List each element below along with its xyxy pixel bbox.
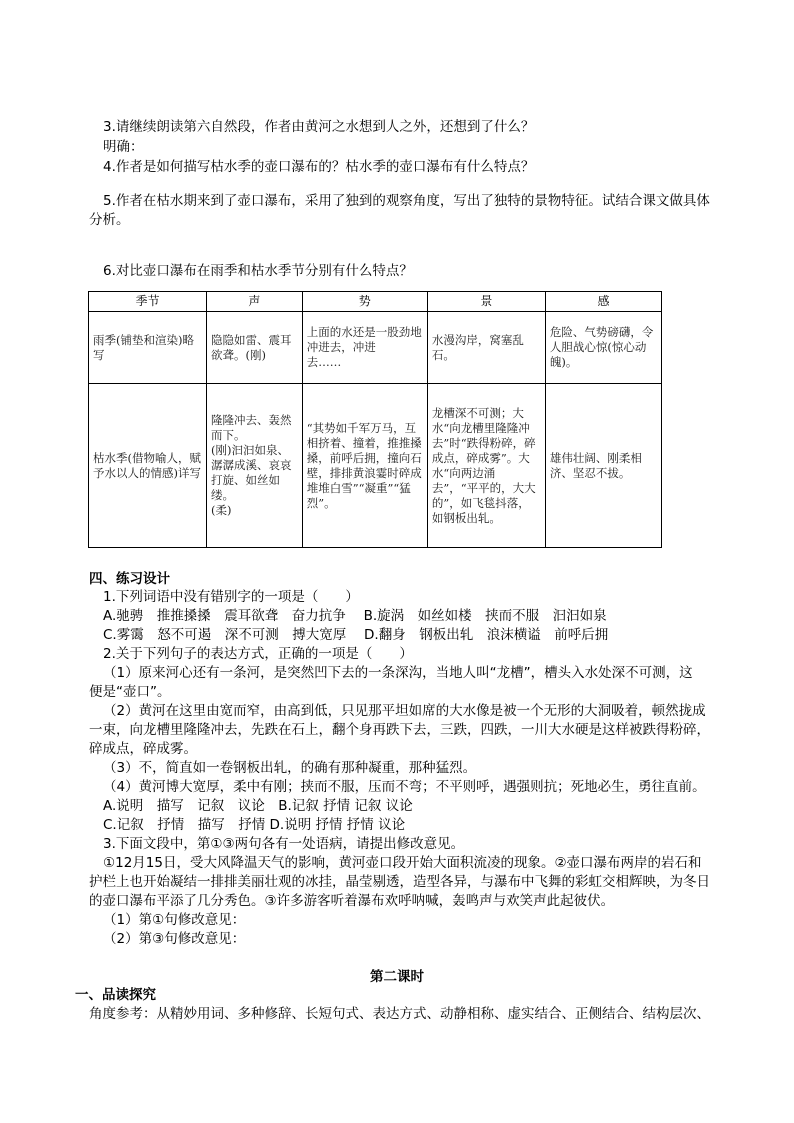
table-row xyxy=(89,384,662,548)
cell-sound: 隆隆冲去、轰然而下。 (刚)汩汩如泉、潺潺成溪、哀哀打旋、如丝如缕。 (柔) xyxy=(207,384,303,548)
table-header-row xyxy=(89,292,662,312)
header-momentum: 势 xyxy=(302,292,427,312)
cell-momentum: “其势如千军万马，互相挤着、撞着，推推搡搡，前呼后拥，撞向石壁，排排黄浪霎时碎成堆堆白雪”“凝重”“猛烈”。 xyxy=(302,384,427,548)
comparison-table xyxy=(88,291,662,548)
question-5-line-1: 5.作者在枯水期来到了壶口瀑布，采用了独到的观察角度，写出了独特的景物特征。试结合课文做具体 xyxy=(103,193,710,209)
practice-heading: 四、练习设计 xyxy=(89,571,170,587)
header-feeling: 感 xyxy=(545,292,661,312)
question-3-answer: 明确： xyxy=(103,139,144,155)
sentence-2-line-3: 碎成点，碎成雾。 xyxy=(89,741,197,757)
paragraph-line-1: ①12月15日，受大风降温天气的影响，黄河壶口段开始大面积流凌的现象。②壶口瀑布两岸的岩石和 xyxy=(103,855,702,871)
practice-q2-options-ab: A.说明 描写 记叙 议论 B.记叙 抒情 记叙 议论 xyxy=(103,798,413,814)
sentence-1-line-2: 便是“壶口”。 xyxy=(89,684,171,700)
question-6: 6.对比壶口瀑布在雨季和枯水季节分别有什么特点？ xyxy=(103,263,413,279)
question-3: 3.请继续朗读第六自然段，作者由黄河之水想到人之外，还想到了什么？ xyxy=(103,119,535,135)
sentence-3: （3）不，简直如一卷钢板出轧，的确有那种凝重，那种猛烈。 xyxy=(103,760,477,776)
cell-scene: 龙槽深不可测；大水“向龙槽里隆隆冲去”时“跌得粉碎，碎成点，碎成雾”。大水“向两边涌去”，“平平的，大大的”，如飞毯抖落，如钢板出轧。 xyxy=(427,384,545,548)
practice-q1: 1.下列词语中没有错别字的一项是（ ） xyxy=(103,589,359,605)
cell-feeling: 危险、气势磅礴，令人胆战心惊(惊心动魄)。 xyxy=(545,312,661,384)
practice-q1-options-cd: C.雾霭 怒不可遏 深不可测 搏大宽厚 D.翻身 钢板出轧 浪沫横谥 前呼后拥 xyxy=(103,627,609,643)
header-season: 季节 xyxy=(89,292,207,312)
sentence-4: （4）黄河博大宽厚，柔中有刚；挟而不服，压而不弯；不平则呼，遇强则抗；死地必生，勇往直前。 xyxy=(103,779,706,795)
lesson-2-title: 第二课时 xyxy=(370,969,424,985)
practice-q1-options-ab: A.驰骋 推推搡搡 震耳欲聋 奋力抗争 B.旋涡 如丝如楼 挟而不服 汩汩如泉 xyxy=(103,608,607,624)
sentence-2-line-2: 一束，向龙槽里隆隆冲去，先跌在石上，翻个身再跌下去，三跌，四跌，一川大水硬是这样被跌得粉碎， xyxy=(89,722,710,738)
table-row xyxy=(89,312,662,384)
lesson-2-heading: 一、品读探究 xyxy=(75,987,156,1003)
sentence-2-line-1: （2）黄河在这里由宽而窄，由高到低，只见那平坦如席的大水像是被一个无形的大洞吸着，顿然拢成 xyxy=(103,703,706,719)
practice-q2: 2.关于下列句子的表达方式，正确的一项是（ ） xyxy=(103,646,413,662)
cell-sound: 隐隐如雷、震耳欲聋。(刚) xyxy=(207,312,303,384)
cell-scene: 水漫沟岸，窝塞乱石。 xyxy=(427,312,545,384)
practice-q2-options-cd: C.记叙 抒情 描写 抒情 D.说明 抒情 抒情 议论 xyxy=(103,817,406,833)
fix-sentence-3: （2）第③句修改意见： xyxy=(103,931,246,947)
question-4: 4.作者是如何描写枯水季的壶口瀑布的？枯水季的壶口瀑布有什么特点？ xyxy=(103,159,535,175)
practice-q3: 3.下面文段中，第①③两句各有一处语病，请提出修改意见。 xyxy=(103,836,465,852)
cell-season: 枯水季(借物喻人，赋予水以人的情感)详写 xyxy=(89,384,207,548)
header-scene: 景 xyxy=(427,292,545,312)
cell-feeling: 雄伟壮阔、刚柔相济、坚忍不拔。 xyxy=(545,384,661,548)
header-sound: 声 xyxy=(207,292,303,312)
fix-sentence-1: （1）第①句修改意见： xyxy=(103,912,246,928)
cell-momentum: 上面的水还是一股劲地冲进去，冲进 去…… xyxy=(302,312,427,384)
paragraph-line-2: 护栏上也开始凝结一排排美丽壮观的冰挂，晶莹剔透，造型各异，与瀑布中飞舞的彩虹交相辉映，为冬日 xyxy=(89,874,710,890)
paragraph-line-3: 的壶口瀑布平添了几分秀色。③许多游客听着瀑布欢呼呐喊，轰鸣声与欢笑声此起彼伏。 xyxy=(89,893,615,909)
sentence-1-line-1: （1）原来河心还有一条河，是突然凹下去的一条深沟，当地人叫“龙槽”，槽头入水处深不可测，这 xyxy=(103,665,693,681)
cell-season: 雨季(铺垫和渲染)略写 xyxy=(89,312,207,384)
question-5-line-2: 分析。 xyxy=(89,212,130,228)
lesson-2-reference: 角度参考：从精妙用词、多种修辞、长短句式、表达方式、动静相称、虚实结合、正侧结合、结构层次、 xyxy=(89,1006,710,1022)
